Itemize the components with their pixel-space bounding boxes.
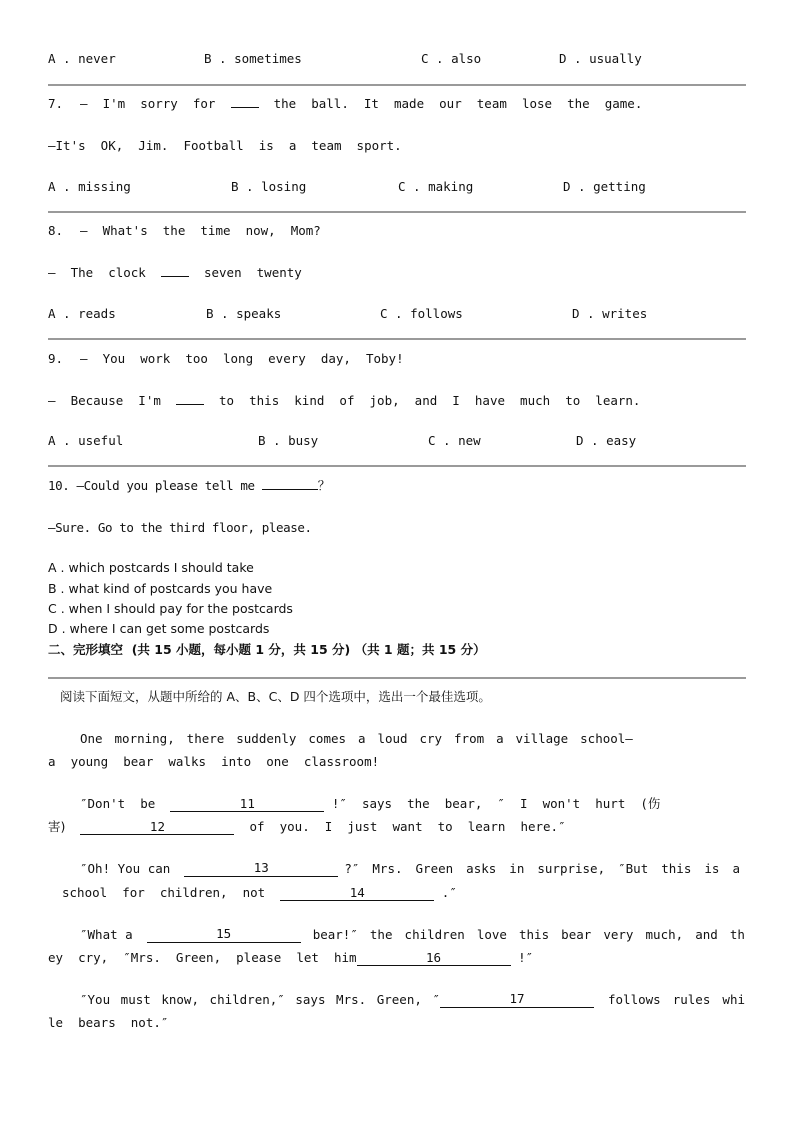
q8-line1: — What's the time now, Mom? <box>80 223 321 238</box>
p4-line2-pre: ey cry, ″Mrs. Green, please let him <box>48 950 357 965</box>
passage-p5-line2: le bears not.″ <box>48 1015 169 1030</box>
p3-line2-pre: school for children, not <box>62 885 266 900</box>
p5-line1-word: rules <box>672 992 711 1007</box>
passage-p2-line2 <box>48 819 566 835</box>
blank-16: 16 <box>357 951 511 966</box>
p4-line1-word: very <box>603 927 634 942</box>
q9-option-d: D . easy <box>576 433 637 448</box>
p1-line1-word: a <box>357 731 366 746</box>
divider <box>48 465 746 467</box>
passage-p4-line2 <box>48 950 533 966</box>
q10-line1-post: ？ <box>317 478 330 493</box>
passage-p1-line2: a young bear walks into one classroom! <box>48 754 380 769</box>
q9-line2-post: to this kind of job, and I have much to learn. <box>219 393 641 408</box>
q10-option-b: B . what kind of postcards you have <box>48 581 273 596</box>
blank-11: 11 <box>170 797 324 812</box>
divider <box>48 84 746 86</box>
p1-line1-word: morning, <box>114 731 175 746</box>
p1-line1-word: school— <box>580 731 633 746</box>
q7-option-b: B . losing <box>231 179 307 194</box>
q6-option-b: B . sometimes <box>204 51 302 66</box>
divider <box>48 338 746 340</box>
q10-line1-pre: 10. —Could you please tell me <box>48 478 255 493</box>
q10-option-a: A . which postcards I should take <box>48 560 254 575</box>
q10-blank <box>262 489 318 490</box>
passage-p1-line1 <box>80 731 633 747</box>
p1-line1-word: cry <box>419 731 443 746</box>
blank-13: 13 <box>184 861 338 877</box>
q7-option-d: D . getting <box>563 179 646 194</box>
q7-line1-pre: — I'm sorry for <box>80 96 216 111</box>
q6-option-a: A . never <box>48 51 116 66</box>
blank-17: 17 <box>440 992 594 1008</box>
section-instruction: 阅读下面短文，从题中所给的 A、B、C、D 四个选项中，选出一个最佳选项。 <box>60 689 491 704</box>
passage-p5-line1 <box>80 992 745 1008</box>
q6-option-c: C . also <box>421 51 482 66</box>
p1-line1-word: there <box>186 731 225 746</box>
section-heading: 二、完形填空 (共 15 小题，每小题 1 分，共 15 分) （共 1 题；共 15 分） <box>48 642 486 657</box>
p2-line2-pre: 害) <box>48 819 66 834</box>
passage-p2-line1 <box>80 796 660 812</box>
q9-line2 <box>48 393 640 409</box>
p3-line1-post <box>344 861 740 877</box>
q8-option-c: C . follows <box>380 306 463 321</box>
blank-12: 12 <box>80 820 234 835</box>
q8-blank <box>161 276 189 277</box>
p3-line1-word: in <box>509 861 525 876</box>
q7-line1-post: the ball. It made our team lose the game. <box>273 96 643 111</box>
p3-line1-word: a <box>732 861 740 876</box>
p1-line1-word: comes <box>308 731 347 746</box>
q10-line2: —Sure. Go to the third floor, please. <box>48 520 312 535</box>
q10-option-c: C . when I should pay for the postcards <box>48 601 293 616</box>
q9-blank <box>176 404 204 405</box>
p5-line1-word: know, <box>161 992 199 1007</box>
p5-line1-pre <box>80 992 440 1008</box>
q8-line2 <box>48 265 302 281</box>
p4-line1-pre: ″What a <box>80 927 133 942</box>
q8-line2-pre: — The clock <box>48 265 146 280</box>
p3-line1-word: Green <box>415 861 454 876</box>
p5-line1-word: ″ <box>432 992 440 1007</box>
p4-line1-word: and <box>695 927 718 942</box>
passage-p3-line2 <box>62 885 457 901</box>
p2-line2-post: of you. I just want to learn here.″ <box>249 819 566 834</box>
q8-line2-post: seven twenty <box>203 265 302 280</box>
q8-option-d: D . writes <box>572 306 648 321</box>
q9-option-c: C . new <box>428 433 481 448</box>
p3-line1-word: ?″ <box>344 861 360 876</box>
p5-line1-word: children,″ <box>209 992 285 1007</box>
p1-line1-word: from <box>454 731 485 746</box>
blank-14: 14 <box>280 886 434 901</box>
p4-line2-post: !″ <box>518 950 534 965</box>
q8-number: 8. <box>48 223 64 238</box>
p5-line1-word: says <box>295 992 326 1007</box>
q9-option-b: B . busy <box>258 433 319 448</box>
p4-line1-word: this <box>519 927 550 942</box>
divider <box>48 211 746 213</box>
p3-line1-pre: ″Oh! You can <box>80 861 171 876</box>
p3-line1-word: surprise, <box>537 861 606 876</box>
q8-option-b: B . speaks <box>206 306 282 321</box>
p5-line1-word: ″You <box>80 992 111 1007</box>
p4-line1-word: th <box>729 927 745 942</box>
q8-option-a: A . reads <box>48 306 116 321</box>
p5-line1-word: whi <box>722 992 745 1007</box>
p1-line1-word: village <box>515 731 569 746</box>
divider <box>48 677 746 679</box>
p5-line1-word: must <box>120 992 151 1007</box>
q10-line1 <box>48 478 330 494</box>
p3-line2-post: .″ <box>441 885 457 900</box>
q7-blank <box>231 107 259 108</box>
p1-line1-word: loud <box>377 731 408 746</box>
p4-line1-word: children <box>404 927 465 942</box>
p5-line1-word: Green, <box>376 992 422 1007</box>
p3-line1-word: Mrs. <box>372 861 403 876</box>
p1-line1-word: One <box>80 731 103 746</box>
p3-line1-word: asks <box>466 861 497 876</box>
p2-line1-post: !″ says the bear, ″ I won't hurt (伤 <box>331 796 661 811</box>
p3-line1-word: this <box>661 861 692 876</box>
p4-line1-word: the <box>369 927 393 942</box>
passage-p3-line1 <box>80 861 740 877</box>
q7-line2: —It's OK, Jim. Football is a team sport. <box>48 138 402 153</box>
passage-p4-line1 <box>80 927 745 943</box>
p3-line1-word: ″But <box>618 861 649 876</box>
p5-line1-post <box>608 992 745 1008</box>
q6-option-d: D . usually <box>559 51 642 66</box>
p4-line1-word: love <box>476 927 507 942</box>
p1-line1-word: suddenly <box>236 731 297 746</box>
q7-option-c: C . making <box>398 179 474 194</box>
p4-line1-word: much, <box>645 927 684 942</box>
p5-line1-word: follows <box>608 992 661 1007</box>
p4-line1-word: bear <box>561 927 592 942</box>
q10-option-d: D . where I can get some postcards <box>48 621 270 636</box>
p4-line1-post <box>313 927 745 943</box>
q9-option-a: A . useful <box>48 433 124 448</box>
p3-line1-word: is <box>704 861 720 876</box>
q7-option-a: A . missing <box>48 179 131 194</box>
p4-line1-word: bear!″ <box>312 927 358 942</box>
p2-line1-pre: ″Don't be <box>80 796 156 811</box>
q9-number: 9. <box>48 351 64 366</box>
q7-line1 <box>80 96 642 112</box>
q9-line1: — You work too long every day, Toby! <box>80 351 404 366</box>
q7-number: 7. <box>48 96 64 111</box>
p5-line1-word: Mrs. <box>336 992 367 1007</box>
blank-15: 15 <box>147 927 301 943</box>
p1-line1-word: a <box>496 731 504 746</box>
q9-line2-pre: — Because I'm <box>48 393 161 408</box>
